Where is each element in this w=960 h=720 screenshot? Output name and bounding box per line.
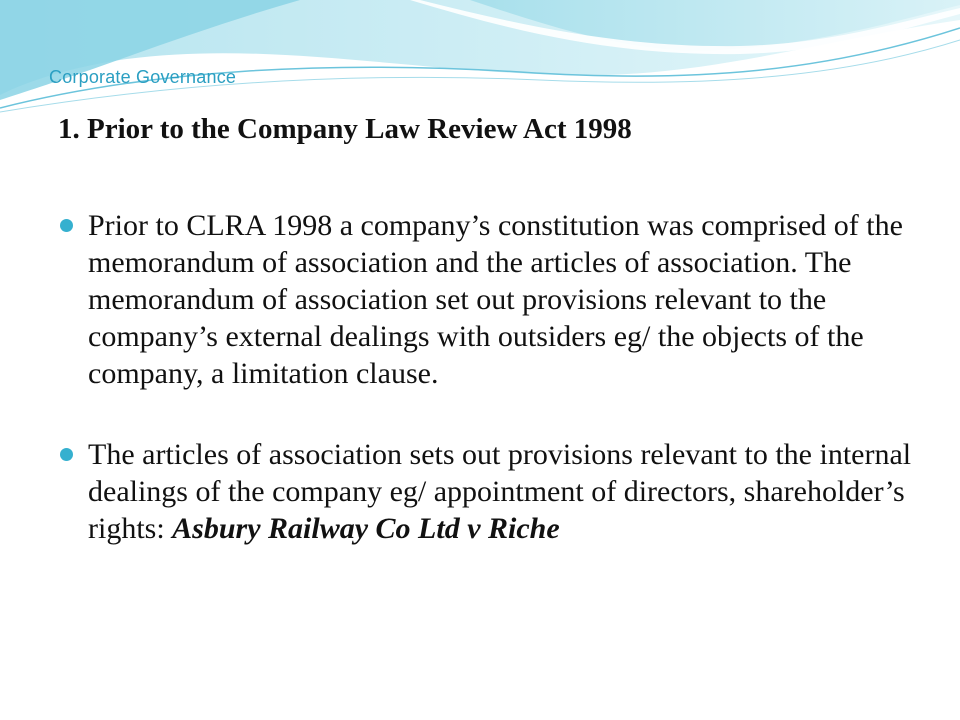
bullet-dot-icon bbox=[60, 219, 73, 232]
bullet-item bbox=[58, 436, 918, 547]
bullet-text: Prior to CLRA 1998 a company’s constitution was comprised of the memorandum of association and the articles of association. The memorandum of association set out provisions relevant to the company’s external dealings with outsiders eg/ the objects of the company, a limitation clause. bbox=[88, 209, 903, 390]
slide-heading: 1. Prior to the Company Law Review Act 1998 bbox=[58, 113, 632, 145]
bullet-item bbox=[58, 207, 918, 392]
bullet-text: The articles of association sets out provisions relevant to the internal dealings of the company eg/ appointment of directors, shareholder’s rights: bbox=[88, 438, 912, 545]
case-citation: Asbury Railway Co Ltd v Riche bbox=[172, 512, 560, 545]
bullet-list bbox=[58, 207, 918, 591]
bullet-dot-icon bbox=[60, 448, 73, 461]
section-title: Corporate Governance bbox=[49, 67, 237, 87]
wave-header-decoration bbox=[0, 0, 960, 120]
